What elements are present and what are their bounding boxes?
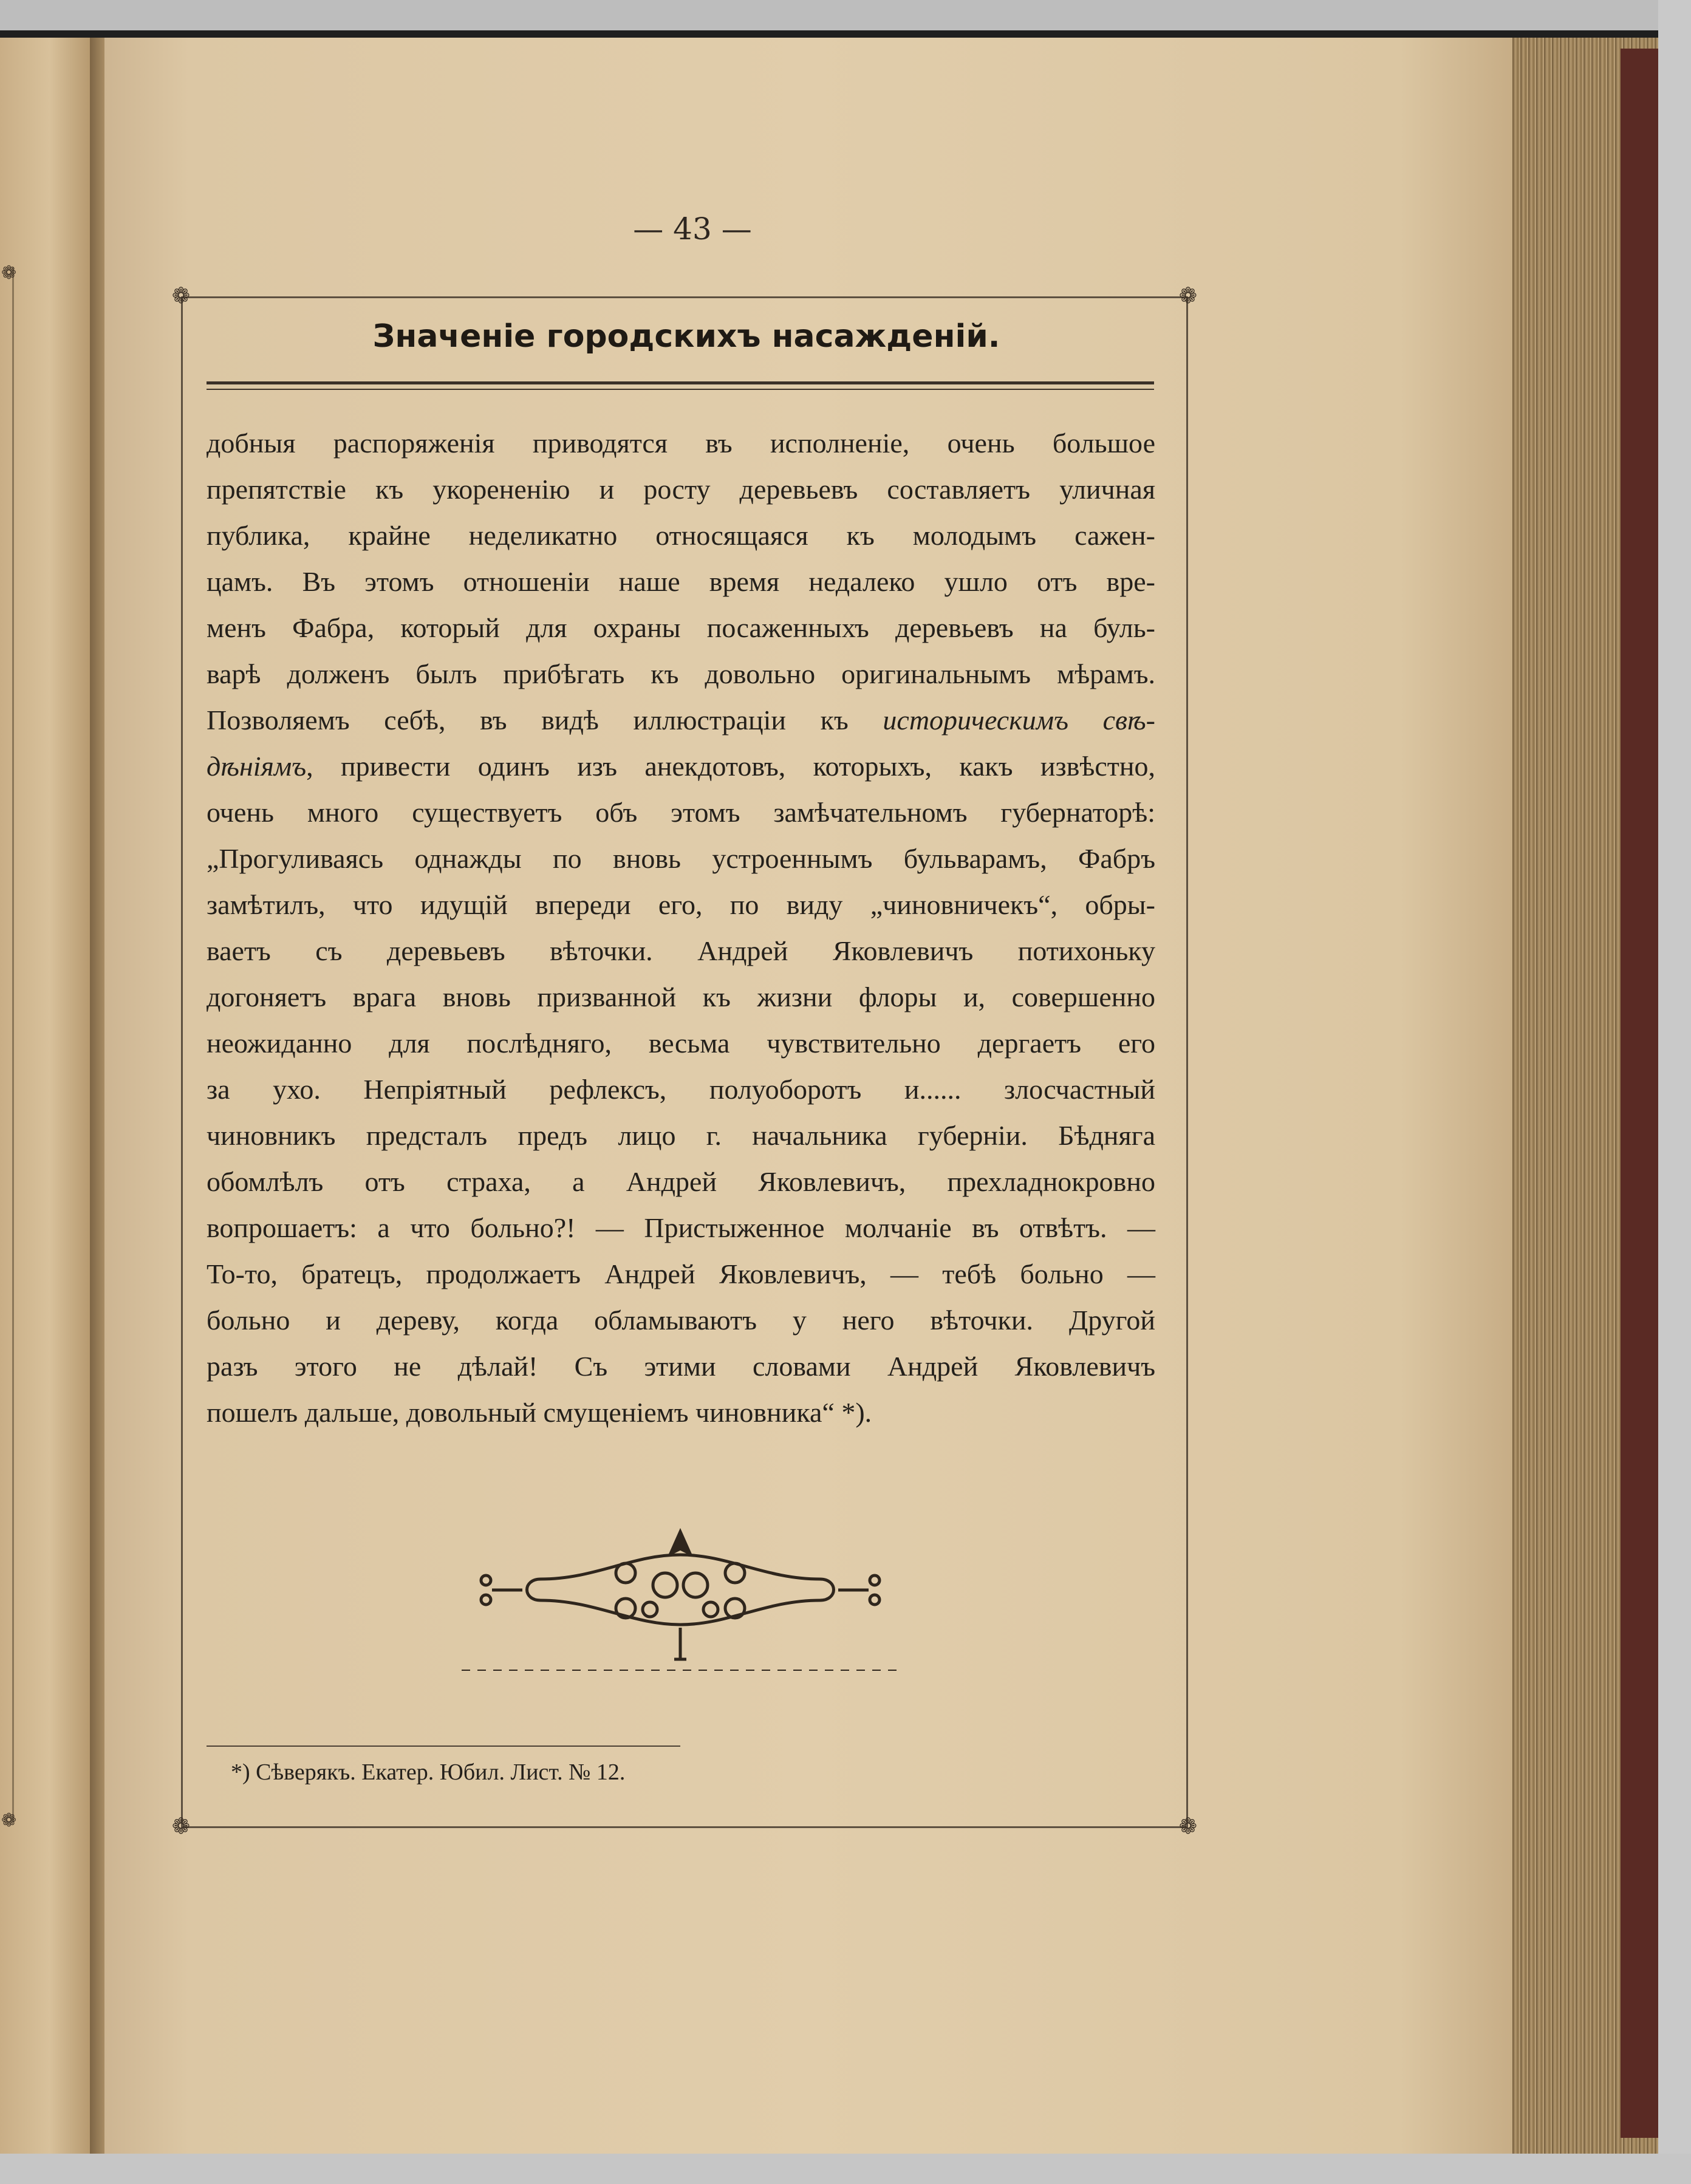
- footnote: *) Сѣверякъ. Екатер. Юбил. Лист. № 12.: [231, 1759, 626, 1785]
- text-line: „Прогуливаясь однажды по вновь устроеннымъ бульварамъ, Фабръ: [207, 843, 1155, 874]
- page-number: — 43 —: [633, 211, 752, 247]
- left-page-frame-line: [12, 267, 14, 1822]
- heading-rule-thick: [207, 381, 1154, 384]
- text-line: публика, крайне неделикатно относящаяся къ молодымъ сажен-: [207, 520, 1155, 551]
- footnote-rule: [207, 1745, 680, 1747]
- text-line: неожиданно для послѣдняго, весьма чувствительно дергаетъ его: [207, 1028, 1155, 1059]
- text-line: менъ Фабра, который для охраны посаженныхъ деревьевъ на буль-: [207, 612, 1155, 643]
- frame-right-border: [1186, 296, 1188, 1828]
- text-line: замѣтилъ, что идущій впереди его, по виду „чиновничекъ“, обры-: [207, 889, 1155, 920]
- frame-top-border: [181, 296, 1188, 298]
- text-line: догоняетъ врага вновь призванной къ жизни флоры и, совершенно: [207, 981, 1155, 1012]
- text-line: препятствіе къ укорененію и росту деревьевъ составляетъ уличная: [207, 474, 1155, 505]
- scan-right-margin: [1658, 0, 1691, 2184]
- text-line: цамъ. Въ этомъ отношеніи наше время недалеко ушло отъ вре-: [207, 566, 1155, 597]
- text-line: вопрошаетъ: а что больно?! — Пристыженное молчаніе въ отвѣтъ. —: [207, 1212, 1155, 1243]
- book-cover: [1621, 49, 1658, 2138]
- text-line: добныя распоряженія приводятся въ исполненіе, очень большое: [207, 428, 1155, 459]
- text-line-segment: Позволяемъ себѣ, въ видѣ иллюстраціи къ: [207, 705, 883, 735]
- text-line: [207, 697, 1155, 743]
- tailpiece-ornament-icon: [449, 1518, 911, 1701]
- italic-text: дѣніямъ: [207, 751, 307, 782]
- frame-bottom-border: [181, 1826, 1188, 1828]
- running-head: Значеніе городскихъ насажденій.: [372, 318, 1000, 355]
- text-line: [207, 743, 1155, 790]
- scan-bottom-margin: [0, 2154, 1691, 2184]
- book-gutter: [90, 38, 104, 2154]
- corner-ornament-icon: ❁: [171, 1814, 191, 1839]
- left-page-corner-ornament-icon: ❁: [1, 1810, 17, 1831]
- text-line: больно и дереву, когда обламываютъ у него вѣточки. Другой: [207, 1305, 1155, 1336]
- text-line: обомлѣлъ отъ страха, а Андрей Яковлевичъ, прехладнокровно: [207, 1166, 1155, 1197]
- text-line: за ухо. Непріятный рефлексъ, полуоборотъ и...... злосчастный: [207, 1074, 1155, 1105]
- text-line: пошелъ дальше, довольный смущеніемъ чиновника“ *).: [207, 1397, 872, 1428]
- text-line: варѣ долженъ былъ прибѣгать къ довольно оригинальнымъ мѣрамъ.: [207, 658, 1155, 689]
- text-line: чиновникъ предсталъ предъ лицо г. начальника губерніи. Бѣдняга: [207, 1120, 1155, 1151]
- text-line: очень много существуетъ объ этомъ замѣчательномъ губернаторѣ:: [207, 797, 1155, 828]
- corner-ornament-icon: ❁: [1178, 284, 1198, 309]
- heading-rule-thin: [207, 389, 1154, 390]
- scan-top-margin: [0, 0, 1691, 30]
- text-line: То-то, братецъ, продолжаетъ Андрей Яковлевичъ, — тебѣ больно —: [207, 1258, 1155, 1289]
- text-line: ваетъ съ деревьевъ вѣточки. Андрей Яковлевичъ потихоньку: [207, 935, 1155, 966]
- text-line-segment: , привести одинъ изъ анекдотовъ, которыхъ, какъ извѣстно,: [306, 751, 1155, 782]
- corner-ornament-icon: ❁: [171, 284, 191, 309]
- frame-left-border: [181, 296, 183, 1828]
- italic-text: историческимъ свѣ-: [883, 705, 1155, 735]
- corner-ornament-icon: ❁: [1178, 1814, 1198, 1839]
- left-page-corner-ornament-icon: ❁: [1, 262, 17, 284]
- text-line: разъ этого не дѣлай! Съ этими словами Андрей Яковлевичъ: [207, 1351, 1155, 1382]
